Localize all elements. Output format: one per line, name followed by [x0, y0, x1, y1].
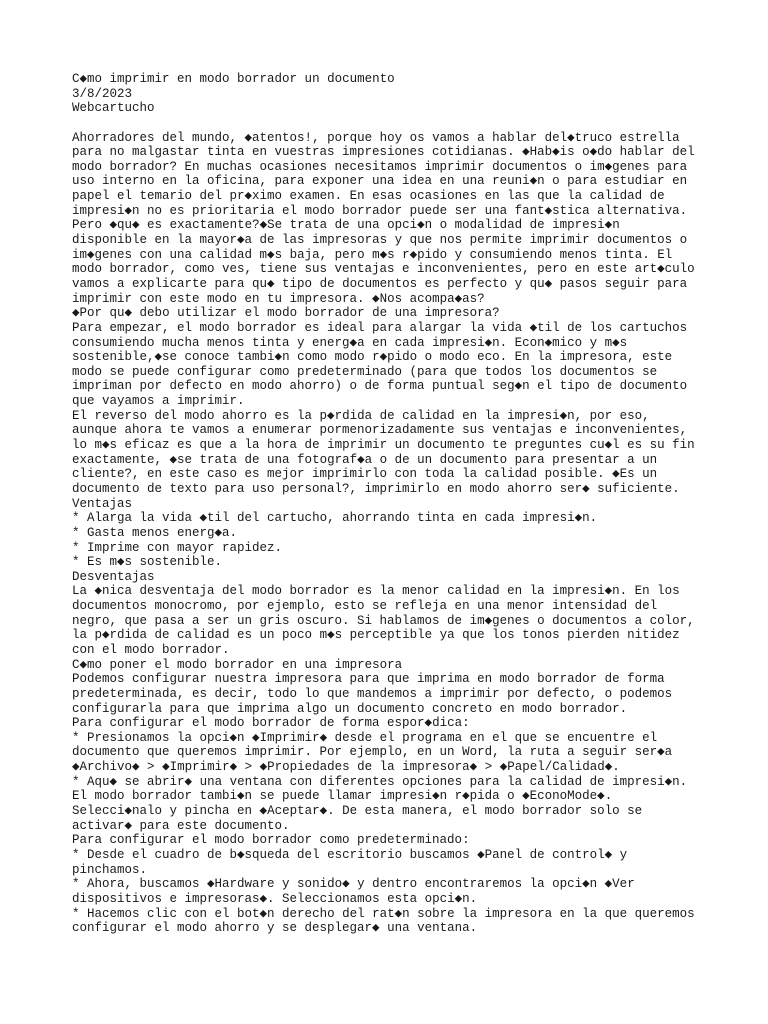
body-line: * Hacemos clic con el bot◆n derecho del rat◆n sobre la impresora en la que queremos: [72, 906, 695, 921]
body-line: configurarla para que imprima algo un documento concreto en modo borrador.: [72, 701, 628, 716]
body-line: predeterminada, es decir, todo lo que mandemos a imprimir por defecto, o podemos: [72, 686, 673, 701]
body-line: imprimir con este modo en tu impresora. ◆Nos acompa◆as?: [72, 291, 485, 306]
body-line: Pero ◆qu◆ es exactamente?◆Se trata de una opci◆n o modalidad de impresi◆n: [72, 218, 620, 233]
body-line: documento que queremos imprimir. Por ejemplo, en un Word, la ruta a seguir ser◆a: [72, 745, 673, 760]
body-line: documentos monocromo, por ejemplo, esto se refleja en una menor intensidad del: [72, 599, 658, 614]
body-line: El modo borrador tambi◆n se puede llamar impresi◆n r◆pida o ◆EconoMode◆.: [72, 789, 613, 804]
body-line: la p◆rdida de calidad es un poco m◆s perceptible ya que los tonos pierden nitidez: [72, 628, 680, 643]
body-line: modo se puede configurar como predeterminado (para que todos los documentos se: [72, 364, 658, 379]
document-title: C◆mo imprimir en modo borrador un documento: [72, 72, 395, 86]
body-line: ◆Archivo◆ > ◆Imprimir◆ > ◆Propiedades de la impresora◆ > ◆Papel/Calidad◆.: [72, 760, 620, 775]
body-line: activar◆ para este documento.: [72, 818, 290, 833]
body-line: * Es m◆s sostenible.: [72, 555, 223, 570]
body-line: Ventajas: [72, 496, 133, 511]
body-line: aunque ahora te vamos a enumerar pormenorizadamente sus ventajas e inconvenientes,: [72, 423, 688, 438]
body-line: lo m◆s eficaz es que a la hora de imprimir un documento te preguntes cu◆l es su fin: [72, 438, 695, 453]
body-line: ◆Por qu◆ debo utilizar el modo borrador de una impresora?: [72, 306, 500, 321]
body-line: uso interno en la oficina, para exponer una idea en una reuni◆n o para estudiar en: [72, 174, 688, 189]
body-line: * Ahora, buscamos ◆Hardware y sonido◆ y dentro encontraremos la opci◆n ◆Ver: [72, 877, 635, 892]
body-line: impresi◆n no es prioritaria el modo borrador puede ser una fant◆stica alternativa.: [72, 203, 688, 218]
body-line: El reverso del modo ahorro es la p◆rdida de calidad en la impresi◆n, por eso,: [72, 408, 650, 423]
blank-line: [72, 116, 702, 131]
body-line: * Desde el cuadro de b◆squeda del escritorio buscamos ◆Panel de control◆ y: [72, 847, 628, 862]
body-line: exactamente, ◆se trata de una fotograf◆a o de un documento para presentar a un: [72, 452, 658, 467]
body-line: modo borrador, como ves, tiene sus ventajas e inconvenientes, pero en este art◆culo: [72, 262, 695, 277]
body-line: Para configurar el modo borrador de forma espor◆dica:: [72, 716, 470, 731]
document-source: Webcartucho: [72, 101, 155, 116]
body-line: papel el temario del pr◆ximo examen. En esas ocasiones en las que la calidad de: [72, 189, 665, 204]
body-line: Para empezar, el modo borrador es ideal para alargar la vida ◆til de los cartuchos: [72, 320, 688, 335]
body-line: disponible en la mayor◆a de las impresoras y que nos permite imprimir documentos o: [72, 233, 688, 248]
body-line: pinchamos.: [72, 862, 148, 877]
body-line: consumiendo mucha menos tinta y energ◆a en cada impresi◆n. Econ◆mico y m◆s: [72, 335, 628, 350]
body-line: cliente?, en este caso es mejor imprimirlo con toda la calidad posible. ◆Es un: [72, 467, 658, 482]
body-line: que vayamos a imprimir.: [72, 394, 245, 409]
body-line: im◆genes con una calidad m◆s baja, pero m◆s r◆pido y consumiendo menos tinta. El: [72, 247, 673, 262]
body-line: sostenible,◆se conoce tambi◆n como modo r◆pido o modo eco. En la impresora, este: [72, 350, 673, 365]
body-line: modo borrador? En muchas ocasiones necesitamos imprimir documentos o im◆genes para: [72, 159, 688, 174]
body-line: con el modo borrador.: [72, 642, 230, 657]
document-page: [72, 72, 702, 936]
body-line: C◆mo poner el modo borrador en una impresora: [72, 657, 403, 672]
body-line: Selecci◆nalo y pincha en ◆Aceptar◆. De esta manera, el modo borrador solo se: [72, 804, 643, 819]
body-line: Ahorradores del mundo, ◆atentos!, porque hoy os vamos a hablar del◆truco estrella: [72, 130, 680, 145]
document-date: 3/8/2023: [72, 86, 133, 101]
body-line: Desventajas: [72, 569, 155, 584]
body-line: * Gasta menos energ◆a.: [72, 525, 238, 540]
body-line: documento de texto para uso personal?, imprimirlo en modo ahorro ser◆ suficiente.: [72, 481, 680, 496]
body-line: * Imprime con mayor rapidez.: [72, 540, 283, 555]
body-line: Podemos configurar nuestra impresora para que imprima en modo borrador de forma: [72, 672, 665, 687]
body-line: Para configurar el modo borrador como predeterminado:: [72, 833, 470, 848]
body-line: dispositivos e impresoras◆. Seleccionamos esta opci◆n.: [72, 891, 478, 906]
body-line: impriman por defecto en modo ahorro) o de forma puntual seg◆n el tipo de documento: [72, 379, 688, 394]
body-line: configurar el modo ahorro y se desplegar◆ una ventana.: [72, 921, 478, 936]
body-line: * Aqu◆ se abrir◆ una ventana con diferentes opciones para la calidad de impresi◆n.: [72, 774, 688, 789]
body-line: negro, que pasa a ser un gris oscuro. Si hablamos de im◆genes o documentos a color,: [72, 613, 695, 628]
body-line: La ◆nica desventaja del modo borrador es la menor calidad en la impresi◆n. En los: [72, 584, 680, 599]
document-body: [72, 131, 702, 936]
body-line: para no malgastar tinta en vuestras impresiones cotidianas. ◆Hab◆is o◆do hablar del: [72, 145, 695, 160]
body-line: * Presionamos la opci◆n ◆Imprimir◆ desde el programa en el que se encuentre el: [72, 730, 658, 745]
body-line: vamos a explicarte para qu◆ tipo de documentos es perfecto y qu◆ pasos seguir para: [72, 276, 688, 291]
body-line: * Alarga la vida ◆til del cartucho, ahorrando tinta en cada impresi◆n.: [72, 511, 598, 526]
